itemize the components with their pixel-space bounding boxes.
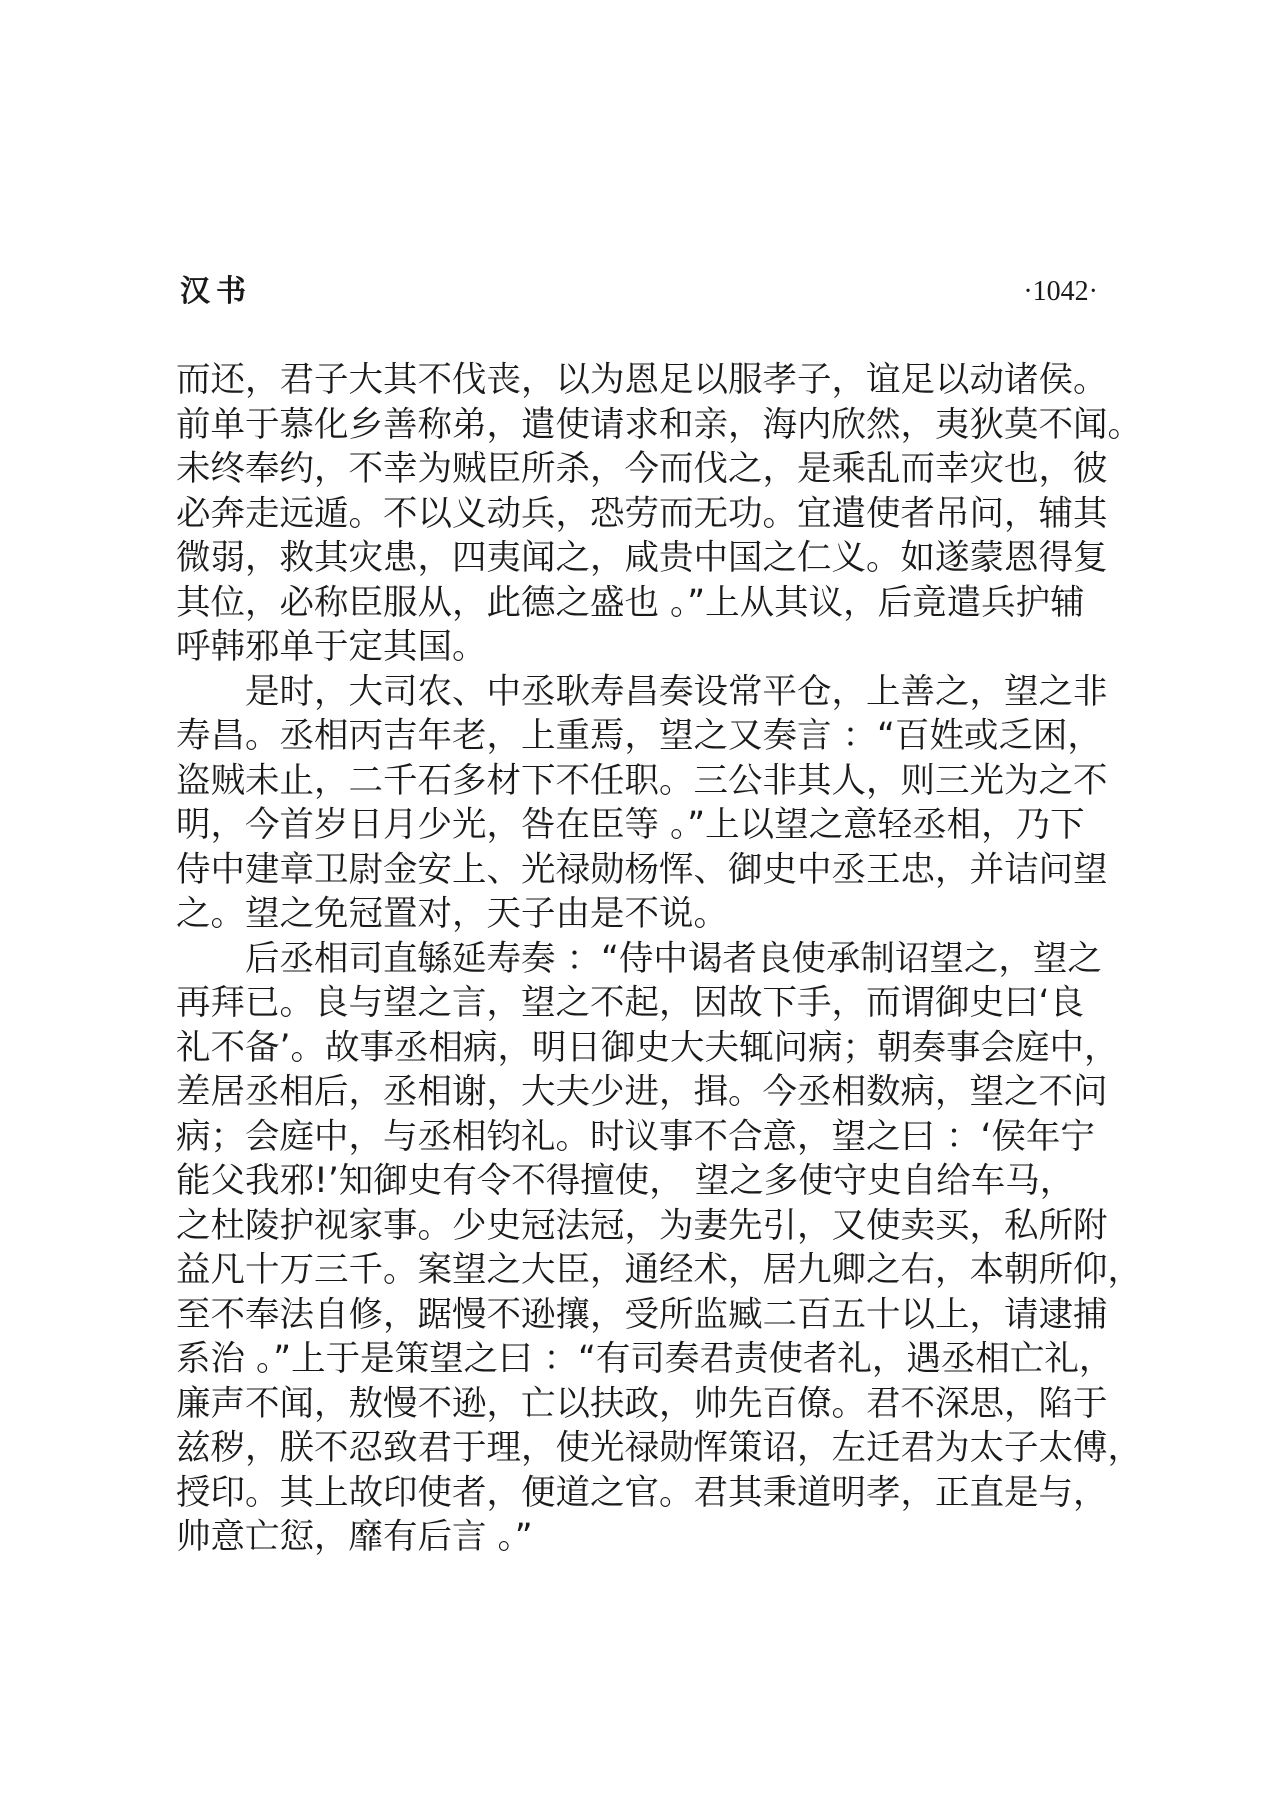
text-line: 明，今首岁日月少光，咎在臣等 。”上以望之意轻丞相，乃下 <box>176 805 1085 845</box>
text-line: 礼不备’。故事丞相病，明日御史大夫辄问病；朝奏事会庭中， <box>176 1027 1119 1068</box>
text-line: 之。望之免冠置对，天子由是不说。 <box>176 894 728 934</box>
text-line: 廉声不闻，敖慢不逊，亡以扶政，帅先百僚。君不深思，陷于 <box>176 1383 1108 1424</box>
text-line: 前单于慕化乡善称弟，遣使请求和亲，海内欣然，夷狄莫不闻。 <box>176 404 1142 445</box>
text-line: 病；会庭中，与丞相钧礼。时议事不合意，望之曰 ：‘侯年宁 <box>176 1116 1095 1157</box>
text-line: 之杜陵护视家事。少史冠法冠，为妻先引，又使卖买，私所附 <box>176 1205 1108 1246</box>
text-line: 兹秽，朕不忍致君于理，使光禄勋恽策诏，左迁君为太子太傅， <box>176 1428 1142 1468</box>
text-line: 益凡十万三千。案望之大臣，通经术，居九卿之右，本朝所仰， <box>176 1250 1142 1290</box>
text-line: 呼韩邪单于定其国。 <box>176 627 487 667</box>
book-title: 汉书 <box>180 274 252 309</box>
page-number: ·1042· <box>1023 276 1098 307</box>
text-line: 后丞相司直緐延寿奏 ：“侍中谒者良使承制诏望之，望之 <box>176 938 1102 979</box>
text-line: 系治 。”上于是策望之曰 ：“有司奏君责使者礼，遇丞相亡礼， <box>176 1339 1114 1379</box>
text-line: 其位，必称臣服从，此德之盛也 。”上从其议，后竟遣兵护辅 <box>176 582 1085 623</box>
text-line: 帅意亡愆，靡有后言 。” <box>176 1517 533 1557</box>
text-line: 盗贼未止，二千石多材下不任职。三公非其人，则三光为之不 <box>176 760 1108 801</box>
text-line: 必奔走远遁。不以义动兵，恐劳而无功。宜遣使者吊问，辅其 <box>176 493 1108 534</box>
body-text <box>176 358 1142 1560</box>
text-line: 再拜已。良与望之言，望之不起，因故下手，而谓御史曰‘良 <box>176 983 1084 1023</box>
page-header <box>180 272 1098 312</box>
text-line: 未终奉约，不幸为贼臣所杀，今而伐之，是乘乱而幸灾也，彼 <box>176 449 1108 489</box>
text-line: 寿昌。丞相丙吉年老，上重焉，望之又奏言 ：“百姓或乏困， <box>176 716 1102 756</box>
text-line: 授印。其上故印使者，便道之官。君其秉道明孝，正直是与， <box>176 1472 1108 1513</box>
text-line: 微弱，救其灾患，四夷闻之，咸贵中国之仁义。如遂蒙恩得复 <box>176 538 1108 578</box>
text-line: 至不奉法自修，踞慢不逊攘，受所监臧二百五十以上，请逮捕 <box>176 1294 1108 1335</box>
text-line: 能父我邪!’知御史有令不得擅使， 望之多使守史自给车马， <box>176 1161 1075 1201</box>
text-line: 是时，大司农、中丞耿寿昌奏设常平仓，上善之，望之非 <box>176 671 1108 712</box>
text-line: 差居丞相后，丞相谢，大夫少进，揖。今丞相数病，望之不问 <box>176 1072 1108 1112</box>
text-line: 侍中建章卫尉金安上、光禄勋杨恽、御史中丞王忠，并诘问望 <box>176 849 1108 890</box>
text-line: 而还，君子大其不伐丧，以为恩足以服孝子，谊足以动诸侯。 <box>176 360 1108 400</box>
